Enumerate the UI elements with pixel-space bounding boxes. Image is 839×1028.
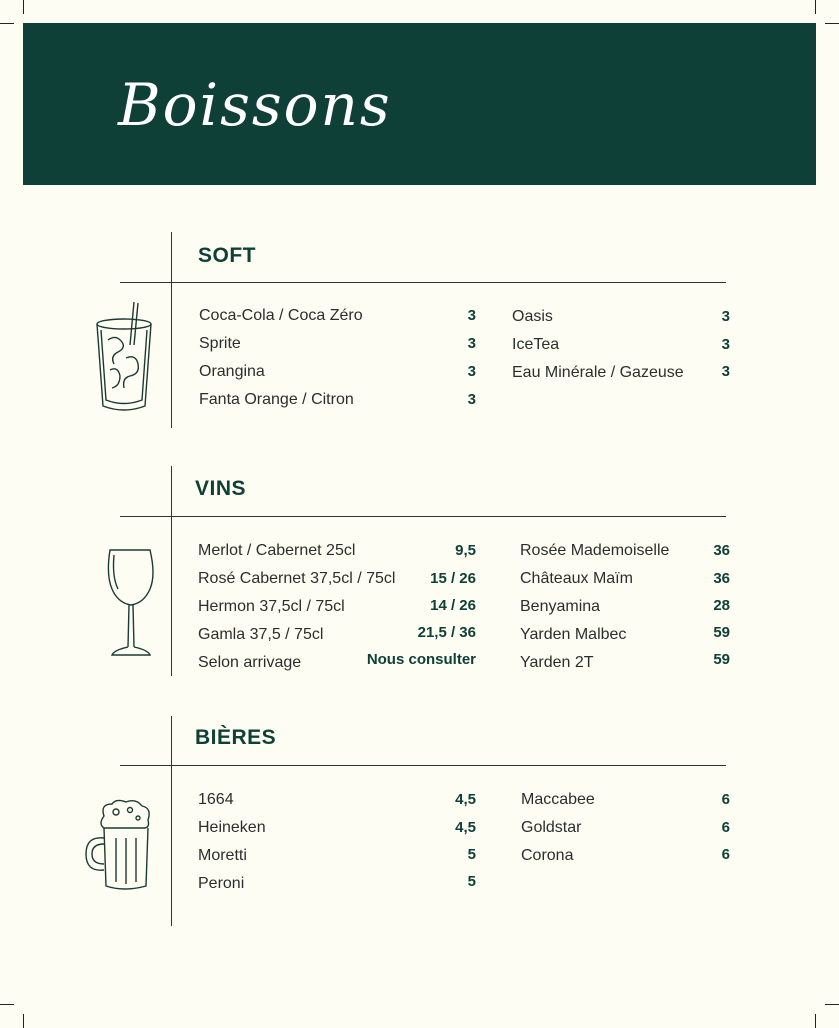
menu-item-price: 9,5 xyxy=(455,542,476,559)
menu-item-name: Selon arrivage xyxy=(198,654,302,671)
menu-item-price: 28 xyxy=(713,597,730,614)
menu-item-name: Heineken xyxy=(198,819,266,836)
menu-item-price: 6 xyxy=(721,846,730,863)
menu-item-name: Sprite xyxy=(199,335,241,352)
menu-item-price: 36 xyxy=(713,570,730,587)
section-title: VINS xyxy=(195,477,247,500)
crop-mark xyxy=(825,23,839,24)
menu-item-name: Moretti xyxy=(198,847,247,864)
divider-horizontal xyxy=(120,516,726,517)
menu-item-name: Maccabee xyxy=(521,791,595,808)
section-title: BIÈRES xyxy=(195,726,277,749)
menu-item-name: Yarden Malbec xyxy=(520,626,627,643)
menu-item-name: Fanta Orange / Citron xyxy=(199,391,354,408)
menu-item-price: 5 xyxy=(467,846,476,863)
menu-item-name: Gamla 37,5 / 75cl xyxy=(198,626,324,643)
crop-mark xyxy=(815,1014,816,1028)
crop-mark xyxy=(0,1004,14,1005)
menu-item-name: Hermon 37,5cl / 75cl xyxy=(198,598,345,615)
divider-horizontal xyxy=(120,765,726,766)
menu-item-price: 59 xyxy=(713,624,730,641)
crop-mark xyxy=(815,0,816,14)
menu-item-price: 59 xyxy=(713,651,730,668)
menu-item-name: Orangina xyxy=(199,363,265,380)
crop-mark xyxy=(825,1004,839,1005)
wine-glass-icon xyxy=(104,547,158,659)
menu-item-price: 4,5 xyxy=(455,819,476,836)
menu-item-name: Corona xyxy=(521,847,574,864)
menu-item-price: 3 xyxy=(467,335,476,352)
menu-item-name: IceTea xyxy=(512,336,560,353)
menu-item-price: 3 xyxy=(467,363,476,380)
menu-item-price: 3 xyxy=(721,308,730,325)
menu-item-price: 36 xyxy=(713,542,730,559)
divider-horizontal xyxy=(120,282,726,283)
menu-item-name: Oasis xyxy=(512,308,553,325)
menu-item-price: 3 xyxy=(721,336,730,353)
menu-item-price: 15 / 26 xyxy=(430,570,476,587)
glass-icon xyxy=(92,300,156,415)
menu-item-name: Benyamina xyxy=(520,598,601,615)
menu-item-price: Nous consulter xyxy=(366,651,476,668)
menu-item-price: 3 xyxy=(721,363,730,380)
menu-item-name: Merlot / Cabernet 25cl xyxy=(198,542,356,559)
divider-vertical xyxy=(171,466,172,676)
menu-item-name: 1664 xyxy=(198,791,234,808)
menu-item-name: Châteaux Maïm xyxy=(520,570,633,587)
crop-mark xyxy=(23,1014,24,1028)
menu-item-name: Rosé Cabernet 37,5cl / 75cl xyxy=(198,570,396,587)
menu-item-name: Peroni xyxy=(198,875,245,892)
menu-item-price: 14 / 26 xyxy=(430,597,476,614)
beer-mug-icon xyxy=(82,798,154,894)
divider-vertical xyxy=(171,716,172,926)
menu-item-price: 6 xyxy=(721,819,730,836)
menu-item-name: Eau Minérale / Gazeuse xyxy=(512,364,684,381)
menu-item-price: 4,5 xyxy=(455,791,476,808)
menu-item-name: Yarden 2T xyxy=(520,654,594,671)
crop-mark xyxy=(0,23,14,24)
menu-item-price: 3 xyxy=(467,391,476,408)
divider-vertical xyxy=(171,232,172,428)
menu-item-price: 5 xyxy=(467,873,476,890)
menu-item-price: 21,5 / 36 xyxy=(417,624,476,641)
menu-item-name: Coca-Cola / Coca Zéro xyxy=(199,307,363,324)
header-banner xyxy=(23,23,816,185)
crop-mark xyxy=(23,0,24,14)
page-title: Boissons xyxy=(118,71,392,139)
menu-item-name: Rosée Mademoiselle xyxy=(520,542,670,559)
menu-item-price: 6 xyxy=(721,791,730,808)
menu-item-price: 3 xyxy=(467,307,476,324)
section-title: SOFT xyxy=(198,244,256,267)
menu-item-name: Goldstar xyxy=(521,819,582,836)
